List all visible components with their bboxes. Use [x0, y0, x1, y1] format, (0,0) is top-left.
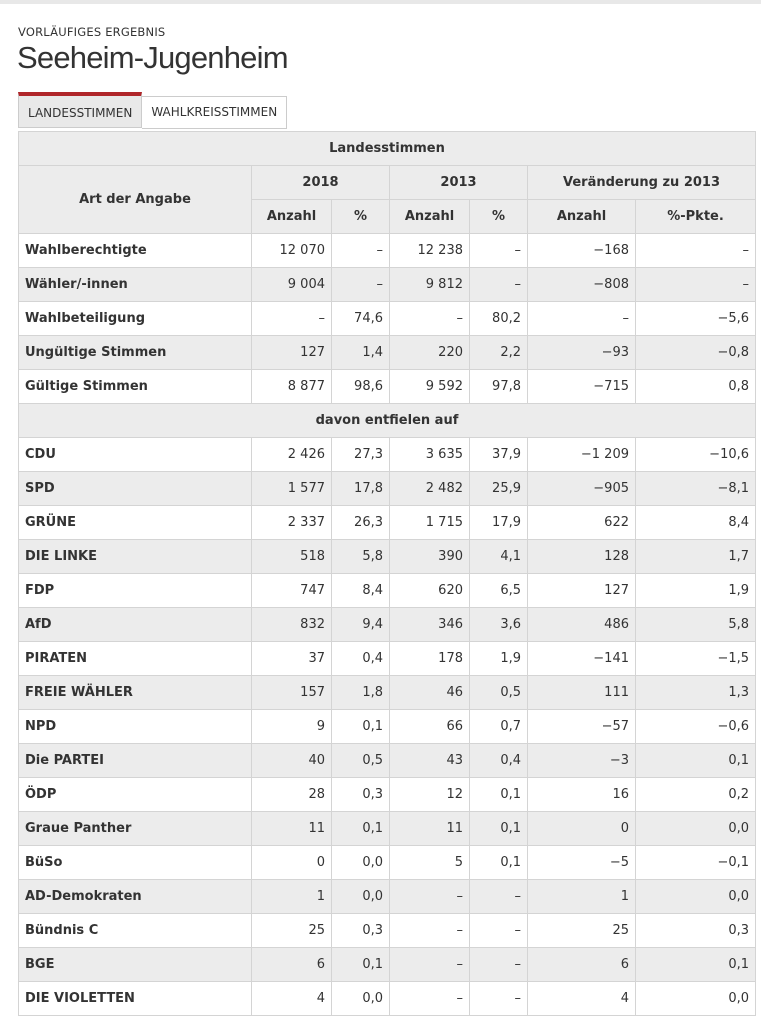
row-label: Wahlbeteiligung — [19, 302, 252, 336]
subheader-anzahl-2013: Anzahl — [390, 200, 470, 234]
row-value: – — [390, 948, 470, 982]
table-body — [19, 234, 756, 1016]
table-row — [19, 268, 756, 302]
subheader-pkte-change: %-Pkte. — [636, 200, 756, 234]
row-label: FREIE WÄHLER — [19, 676, 252, 710]
row-value: 6 — [528, 948, 636, 982]
row-value: −0,6 — [636, 710, 756, 744]
results-table — [18, 131, 756, 1016]
row-header: Art der Angabe — [19, 166, 252, 234]
row-value: 74,6 — [332, 302, 390, 336]
row-value: 46 — [390, 676, 470, 710]
row-value: 9 — [252, 710, 332, 744]
row-value: – — [332, 234, 390, 268]
row-value: 4 — [528, 982, 636, 1016]
row-value: 17,9 — [470, 506, 528, 540]
row-value: 1,8 — [332, 676, 390, 710]
row-value: 832 — [252, 608, 332, 642]
tab-landesstimmen[interactable]: LANDESSTIMMEN — [18, 92, 142, 128]
row-value: −141 — [528, 642, 636, 676]
row-label: Bündnis C — [19, 914, 252, 948]
row-value: 4 — [252, 982, 332, 1016]
row-value: 0,1 — [470, 846, 528, 880]
row-value: 27,3 — [332, 438, 390, 472]
row-value: 66 — [390, 710, 470, 744]
row-value: 0,1 — [332, 812, 390, 846]
row-value: 25 — [528, 914, 636, 948]
row-label: BGE — [19, 948, 252, 982]
row-value: 3,6 — [470, 608, 528, 642]
row-value: 5 — [390, 846, 470, 880]
row-value: 0,3 — [332, 778, 390, 812]
row-value: 2 426 — [252, 438, 332, 472]
row-value: −3 — [528, 744, 636, 778]
row-value: 1,9 — [470, 642, 528, 676]
row-value: 11 — [390, 812, 470, 846]
row-label: Wahlberechtigte — [19, 234, 252, 268]
subheader-anzahl-2018: Anzahl — [252, 200, 332, 234]
row-value: 0,0 — [332, 846, 390, 880]
row-value: −57 — [528, 710, 636, 744]
row-value: 0,1 — [470, 778, 528, 812]
result-status: VORLÄUFIGES ERGEBNIS — [18, 25, 166, 39]
row-value: – — [470, 982, 528, 1016]
row-label: GRÜNE — [19, 506, 252, 540]
row-value: 0,0 — [636, 982, 756, 1016]
table-row — [19, 948, 756, 982]
row-value: 12 — [390, 778, 470, 812]
row-value: 2,2 — [470, 336, 528, 370]
row-value: −8,1 — [636, 472, 756, 506]
row-value: 1,7 — [636, 540, 756, 574]
group-header-2013: 2013 — [390, 166, 528, 200]
row-value: 747 — [252, 574, 332, 608]
row-value: −1 209 — [528, 438, 636, 472]
row-value: 17,8 — [332, 472, 390, 506]
row-value: 1 715 — [390, 506, 470, 540]
row-value: 157 — [252, 676, 332, 710]
row-value: 6 — [252, 948, 332, 982]
section-row — [19, 404, 756, 438]
row-label: AfD — [19, 608, 252, 642]
row-value: – — [252, 302, 332, 336]
row-label: BüSo — [19, 846, 252, 880]
row-label: AD-Demokraten — [19, 880, 252, 914]
row-value: −5 — [528, 846, 636, 880]
table-row — [19, 880, 756, 914]
row-value: – — [390, 880, 470, 914]
section-label: davon entfielen auf — [19, 404, 756, 438]
subheader-anzahl-change: Anzahl — [528, 200, 636, 234]
row-value: 518 — [252, 540, 332, 574]
table-row — [19, 506, 756, 540]
row-value: 178 — [390, 642, 470, 676]
row-value: – — [470, 914, 528, 948]
row-value: 0,4 — [470, 744, 528, 778]
table-row — [19, 642, 756, 676]
row-value: 1,4 — [332, 336, 390, 370]
row-label: DIE LINKE — [19, 540, 252, 574]
row-value: 97,8 — [470, 370, 528, 404]
row-value: – — [470, 948, 528, 982]
row-value: 0,0 — [636, 812, 756, 846]
row-value: 8,4 — [636, 506, 756, 540]
row-label: SPD — [19, 472, 252, 506]
table-row — [19, 914, 756, 948]
row-value: 1 — [252, 880, 332, 914]
page-title: Seeheim-Jugenheim — [17, 40, 288, 75]
row-value: 0,3 — [636, 914, 756, 948]
row-value: −168 — [528, 234, 636, 268]
table-row — [19, 336, 756, 370]
row-label: Wähler/-innen — [19, 268, 252, 302]
row-value: 8,4 — [332, 574, 390, 608]
table-row — [19, 438, 756, 472]
row-value: – — [470, 234, 528, 268]
row-value: 127 — [252, 336, 332, 370]
top-bar — [0, 0, 761, 4]
row-value: 9 592 — [390, 370, 470, 404]
row-value: 25 — [252, 914, 332, 948]
row-value: 1,9 — [636, 574, 756, 608]
row-value: 80,2 — [470, 302, 528, 336]
table-row — [19, 608, 756, 642]
row-value: – — [636, 234, 756, 268]
row-value: 40 — [252, 744, 332, 778]
row-value: 9,4 — [332, 608, 390, 642]
row-value: 1 577 — [252, 472, 332, 506]
table-row — [19, 370, 756, 404]
row-value: 486 — [528, 608, 636, 642]
row-value: 98,6 — [332, 370, 390, 404]
row-value: 3 635 — [390, 438, 470, 472]
table-row — [19, 710, 756, 744]
row-label: Die PARTEI — [19, 744, 252, 778]
row-label: FDP — [19, 574, 252, 608]
row-value: 2 337 — [252, 506, 332, 540]
table-row — [19, 812, 756, 846]
row-value: 9 812 — [390, 268, 470, 302]
row-label: Graue Panther — [19, 812, 252, 846]
subheader-pct-2018: % — [332, 200, 390, 234]
row-label: ÖDP — [19, 778, 252, 812]
row-value: 2 482 — [390, 472, 470, 506]
row-value: 9 004 — [252, 268, 332, 302]
row-value: 0,1 — [470, 812, 528, 846]
row-value: 111 — [528, 676, 636, 710]
row-value: −1,5 — [636, 642, 756, 676]
row-value: 6,5 — [470, 574, 528, 608]
row-value: 5,8 — [636, 608, 756, 642]
row-value: 346 — [390, 608, 470, 642]
row-value: 0 — [252, 846, 332, 880]
row-value: 622 — [528, 506, 636, 540]
row-value: – — [390, 914, 470, 948]
row-value: – — [470, 268, 528, 302]
row-value: 0,2 — [636, 778, 756, 812]
row-value: 0,8 — [636, 370, 756, 404]
row-value: 0 — [528, 812, 636, 846]
row-value: −905 — [528, 472, 636, 506]
row-value: 0,1 — [332, 948, 390, 982]
table-row — [19, 982, 756, 1016]
tab-bar — [18, 92, 287, 129]
row-value: 620 — [390, 574, 470, 608]
table-caption: Landesstimmen — [19, 132, 756, 166]
row-value: 16 — [528, 778, 636, 812]
tab-wahlkreisstimmen[interactable]: WAHLKREISSTIMMEN — [142, 96, 287, 129]
row-value: 1 — [528, 880, 636, 914]
row-value: 5,8 — [332, 540, 390, 574]
row-value: 0,5 — [332, 744, 390, 778]
row-value: 0,3 — [332, 914, 390, 948]
row-value: −0,8 — [636, 336, 756, 370]
row-value: 0,0 — [636, 880, 756, 914]
row-value: – — [390, 302, 470, 336]
subheader-pct-2013: % — [470, 200, 528, 234]
row-value: – — [636, 268, 756, 302]
row-label: DIE VIOLETTEN — [19, 982, 252, 1016]
table-row — [19, 676, 756, 710]
row-value: −93 — [528, 336, 636, 370]
row-value: 0,0 — [332, 982, 390, 1016]
row-value: 0,0 — [332, 880, 390, 914]
row-value: 220 — [390, 336, 470, 370]
group-header-change: Veränderung zu 2013 — [528, 166, 756, 200]
row-value: 12 238 — [390, 234, 470, 268]
row-value: 26,3 — [332, 506, 390, 540]
row-value: 0,1 — [636, 948, 756, 982]
row-label: Ungültige Stimmen — [19, 336, 252, 370]
row-value: −715 — [528, 370, 636, 404]
group-header-2018: 2018 — [252, 166, 390, 200]
row-value: 0,5 — [470, 676, 528, 710]
row-value: 37,9 — [470, 438, 528, 472]
table-row — [19, 846, 756, 880]
row-value: 128 — [528, 540, 636, 574]
row-value: 11 — [252, 812, 332, 846]
row-value: −808 — [528, 268, 636, 302]
row-value: – — [390, 982, 470, 1016]
row-value: 25,9 — [470, 472, 528, 506]
row-value: 37 — [252, 642, 332, 676]
row-value: – — [332, 268, 390, 302]
row-value: −0,1 — [636, 846, 756, 880]
row-value: −5,6 — [636, 302, 756, 336]
row-value: 28 — [252, 778, 332, 812]
row-label: PIRATEN — [19, 642, 252, 676]
table-row — [19, 234, 756, 268]
row-value: 12 070 — [252, 234, 332, 268]
table-row — [19, 574, 756, 608]
table-row — [19, 472, 756, 506]
row-value: – — [470, 880, 528, 914]
row-label: NPD — [19, 710, 252, 744]
row-value: −10,6 — [636, 438, 756, 472]
row-value: 0,1 — [636, 744, 756, 778]
table-row — [19, 744, 756, 778]
row-value: 4,1 — [470, 540, 528, 574]
row-value: 0,1 — [332, 710, 390, 744]
row-value: 390 — [390, 540, 470, 574]
row-label: Gültige Stimmen — [19, 370, 252, 404]
row-label: CDU — [19, 438, 252, 472]
row-value: 1,3 — [636, 676, 756, 710]
row-value: 43 — [390, 744, 470, 778]
row-value: 127 — [528, 574, 636, 608]
table-row — [19, 540, 756, 574]
row-value: 8 877 — [252, 370, 332, 404]
row-value: 0,7 — [470, 710, 528, 744]
table-row — [19, 778, 756, 812]
table-row — [19, 302, 756, 336]
row-value: – — [528, 302, 636, 336]
row-value: 0,4 — [332, 642, 390, 676]
